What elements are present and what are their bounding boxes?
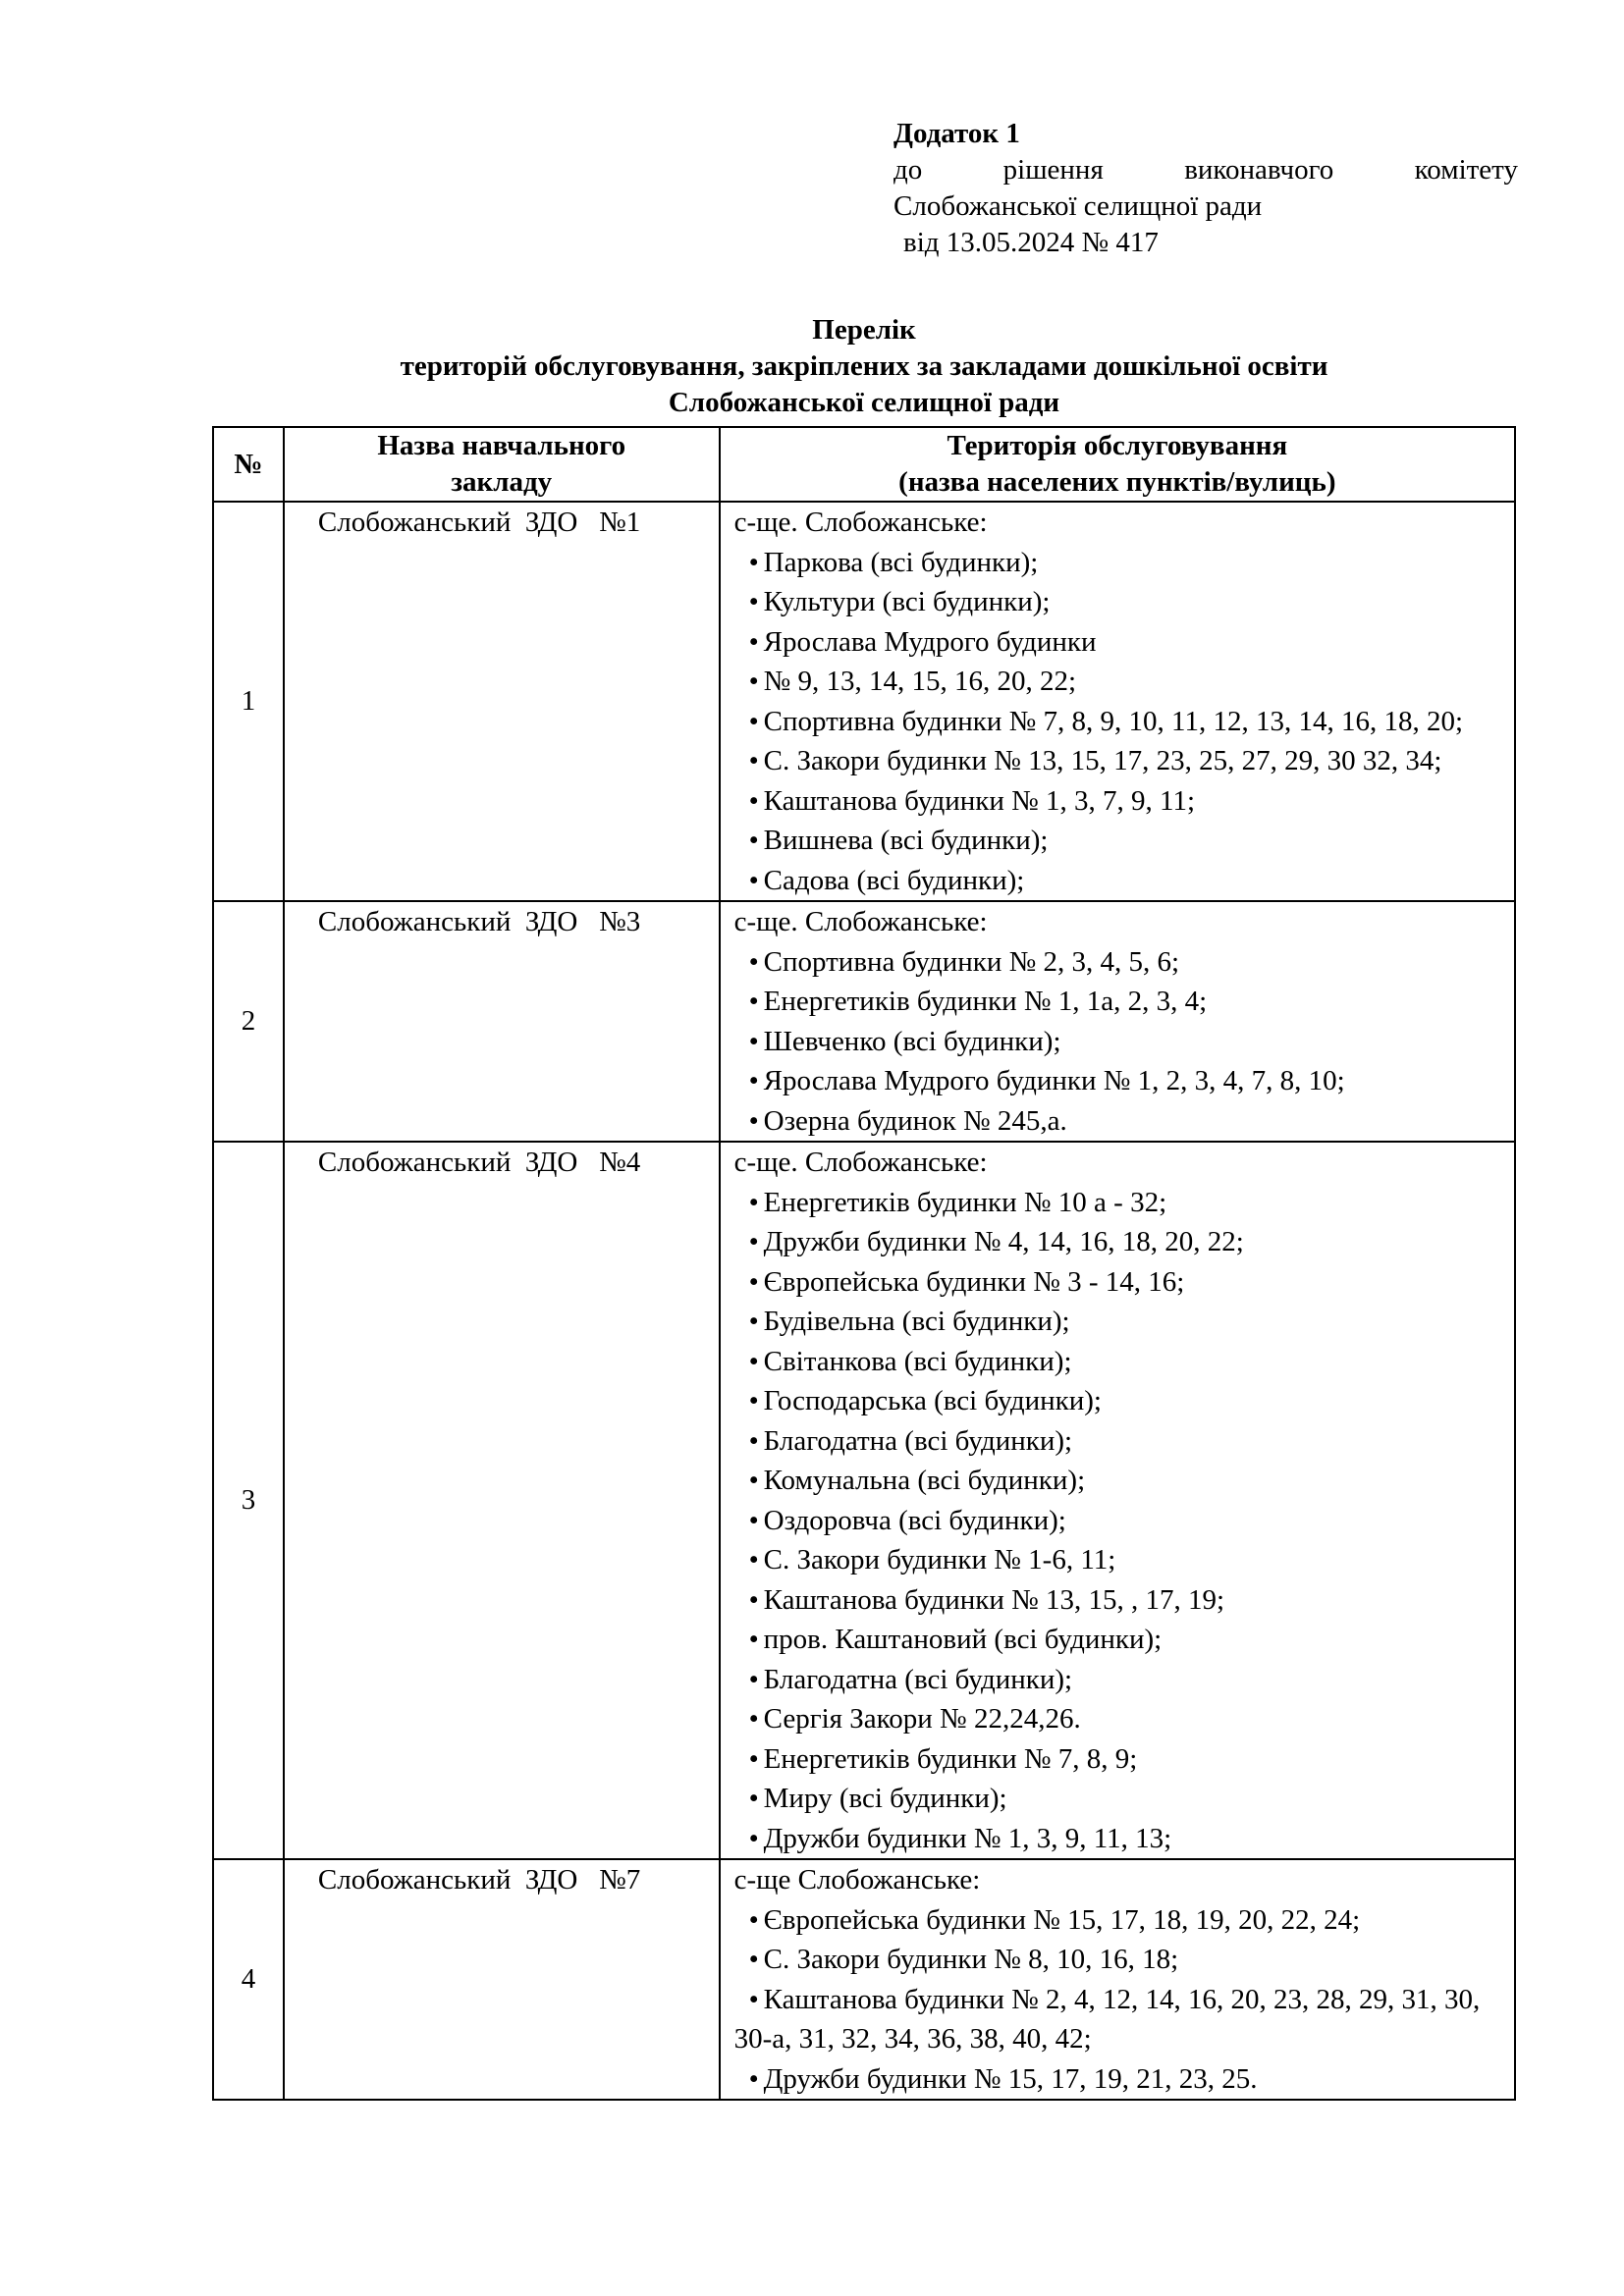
document-title bbox=[0, 312, 1624, 421]
street-text: С. Закори будинки № 13, 15, 17, 23, 25, 27, 29, 30 32, 34; bbox=[763, 745, 1442, 776]
bullet-icon: • bbox=[748, 1983, 759, 2015]
bullet-icon: • bbox=[748, 1465, 759, 1496]
street-text: Будівельна (всі будинки); bbox=[763, 1306, 1070, 1337]
bullet-icon: • bbox=[748, 1583, 759, 1616]
street-text: Каштанова будинки № 2, 4, 12, 14, 16, 20, 23, 28, 29, 31, 30, 30-а, 31, 32, 34, 36, 38, 40, 42; bbox=[733, 1983, 1481, 2055]
street-text: С. Закори будинки № 1-6, 11; bbox=[763, 1544, 1116, 1575]
bullet-icon: • bbox=[748, 1226, 759, 1257]
territory-table bbox=[212, 426, 1516, 2101]
title-line-3: Слобожанської селищної ради bbox=[668, 387, 1060, 418]
street-list bbox=[734, 1900, 1506, 2100]
list-item bbox=[734, 543, 1506, 583]
street-text: Паркова (всі будинки); bbox=[763, 546, 1039, 578]
territory-cell bbox=[720, 1142, 1515, 1859]
territory-cell bbox=[720, 1859, 1515, 2100]
appendix-word: до bbox=[893, 154, 923, 186]
street-text: Світанкова (всі будинки); bbox=[763, 1345, 1072, 1377]
bullet-icon: • bbox=[748, 666, 759, 697]
street-text: Сергія Закори № 22,24,26. bbox=[763, 1703, 1081, 1735]
list-item bbox=[734, 1980, 1506, 2059]
settlement-name: с-ще. Слобожанське: bbox=[733, 906, 988, 937]
list-item bbox=[734, 1660, 1506, 1700]
bullet-icon: • bbox=[748, 1742, 759, 1775]
row-number: 4 bbox=[213, 1859, 284, 2100]
street-text: Енергетиків будинки № 7, 8, 9; bbox=[763, 1742, 1138, 1775]
street-text: Каштанова будинки № 13, 15, , 17, 19; bbox=[763, 1583, 1225, 1616]
bullet-icon: • bbox=[748, 586, 759, 617]
bullet-icon: • bbox=[748, 1025, 759, 1057]
bullet-icon: • bbox=[748, 1104, 759, 1137]
appendix-word: рішення bbox=[1002, 154, 1104, 186]
list-item bbox=[734, 1819, 1506, 1859]
appendix-label: Додаток 1 bbox=[893, 118, 1020, 149]
institution-name: Слобожанський ЗДО №4 bbox=[284, 1142, 720, 1859]
appendix-line-date: від 13.05.2024 № 417 bbox=[903, 227, 1159, 258]
list-item bbox=[734, 1342, 1506, 1382]
list-item bbox=[734, 1900, 1506, 1941]
bullet-icon: • bbox=[748, 864, 759, 896]
institution-name: Слобожанський ЗДО №3 bbox=[284, 901, 720, 1142]
header-territory-line1: Територія обслуговування bbox=[947, 430, 1288, 461]
table-header-row bbox=[213, 427, 1515, 502]
list-item bbox=[734, 982, 1506, 1022]
list-item bbox=[734, 1540, 1506, 1580]
settlement-name: с-ще Слобожанське: bbox=[733, 1864, 981, 1896]
street-text: С. Закори будинки № 8, 10, 16, 18; bbox=[763, 1944, 1179, 1975]
bullet-icon: • bbox=[748, 1186, 759, 1218]
street-text: Енергетиків будинки № 1, 1а, 2, 3, 4; bbox=[763, 986, 1208, 1017]
appendix-word: виконавчого bbox=[1184, 154, 1334, 186]
institution-name: Слобожанський ЗДО №7 bbox=[284, 1859, 720, 2100]
appendix-header bbox=[893, 116, 1518, 261]
row-number: 3 bbox=[213, 1142, 284, 1859]
list-item bbox=[734, 1061, 1506, 1101]
street-text: Каштанова будинки № 1, 3, 7, 9, 11; bbox=[763, 784, 1196, 817]
list-item bbox=[734, 1620, 1506, 1660]
list-item bbox=[734, 662, 1506, 702]
street-text: Комунальна (всі будинки); bbox=[763, 1465, 1086, 1496]
appendix-word: комітету bbox=[1414, 154, 1518, 186]
bullet-icon: • bbox=[748, 1265, 759, 1298]
territory-cell bbox=[720, 901, 1515, 1142]
list-item bbox=[734, 1940, 1506, 1980]
settlement-name: с-ще. Слобожанське: bbox=[733, 507, 988, 538]
bullet-icon: • bbox=[748, 784, 759, 817]
street-text: Господарська (всі будинки); bbox=[763, 1385, 1102, 1416]
street-text: Ярослава Мудрого будинки bbox=[763, 625, 1097, 658]
list-item bbox=[734, 1580, 1506, 1621]
list-item bbox=[734, 1739, 1506, 1780]
list-item bbox=[734, 1381, 1506, 1421]
street-text: Миру (всі будинки); bbox=[763, 1783, 1007, 1814]
list-item bbox=[734, 1302, 1506, 1342]
list-item bbox=[734, 1022, 1506, 1062]
street-text: Оздоровча (всі будинки); bbox=[763, 1504, 1066, 1536]
bullet-icon: • bbox=[748, 625, 759, 658]
bullet-icon: • bbox=[748, 1544, 759, 1575]
appendix-line-decision bbox=[893, 152, 1518, 188]
list-item bbox=[734, 1183, 1506, 1223]
street-text: пров. Каштановий (всі будинки); bbox=[763, 1624, 1163, 1655]
bullet-icon: • bbox=[748, 2062, 759, 2095]
title-line-2: територій обслуговування, закріплених за закладами дошкільної освіти bbox=[400, 350, 1328, 382]
bullet-icon: • bbox=[748, 1822, 759, 1854]
street-text: Шевченко (всі будинки); bbox=[763, 1025, 1061, 1057]
street-text: Благодатна (всі будинки); bbox=[763, 1663, 1073, 1695]
list-item bbox=[734, 741, 1506, 781]
header-territory bbox=[720, 427, 1515, 502]
list-item bbox=[734, 1101, 1506, 1142]
street-text: Садова (всі будинки); bbox=[763, 864, 1025, 896]
title-line-1: Перелік bbox=[812, 314, 916, 346]
list-item bbox=[734, 622, 1506, 663]
header-territory-line2: (назва населених пунктів/вулиць) bbox=[898, 466, 1336, 498]
table-row bbox=[213, 1142, 1515, 1859]
list-item bbox=[734, 1461, 1506, 1501]
bullet-icon: • bbox=[748, 945, 759, 978]
list-item bbox=[734, 1262, 1506, 1303]
bullet-icon: • bbox=[748, 1663, 759, 1695]
institution-name: Слобожанський ЗДО №1 bbox=[284, 502, 720, 901]
bullet-icon: • bbox=[748, 1424, 759, 1457]
settlement-name: с-ще. Слобожанське: bbox=[733, 1147, 988, 1178]
list-item bbox=[734, 942, 1506, 983]
street-list bbox=[734, 1183, 1506, 1859]
list-item bbox=[734, 781, 1506, 822]
bullet-icon: • bbox=[748, 745, 759, 776]
street-text: Енергетиків будинки № 10 а - 32; bbox=[763, 1186, 1167, 1218]
street-text: Спортивна будинки № 7, 8, 9, 10, 11, 12, 13, 14, 16, 18, 20; bbox=[763, 705, 1464, 737]
bullet-icon: • bbox=[748, 1903, 759, 1936]
street-text: Благодатна (всі будинки); bbox=[763, 1424, 1073, 1457]
list-item bbox=[734, 1699, 1506, 1739]
street-list bbox=[734, 543, 1506, 901]
table-row bbox=[213, 1859, 1515, 2100]
bullet-icon: • bbox=[748, 1504, 759, 1536]
list-item bbox=[734, 1222, 1506, 1262]
row-number: 2 bbox=[213, 901, 284, 1142]
bullet-icon: • bbox=[748, 705, 759, 737]
list-item bbox=[734, 582, 1506, 622]
table-body bbox=[213, 502, 1515, 2100]
bullet-icon: • bbox=[748, 1703, 759, 1735]
street-text: Європейська будинки № 3 - 14, 16; bbox=[763, 1265, 1185, 1298]
row-number: 1 bbox=[213, 502, 284, 901]
bullet-icon: • bbox=[748, 1783, 759, 1814]
bullet-icon: • bbox=[748, 1345, 759, 1377]
header-name bbox=[284, 427, 720, 502]
list-item bbox=[734, 821, 1506, 861]
header-name-text: Назва навчального закладу bbox=[377, 430, 626, 498]
bullet-icon: • bbox=[748, 1385, 759, 1416]
header-num: № bbox=[213, 427, 284, 502]
bullet-icon: • bbox=[748, 986, 759, 1017]
table-row bbox=[213, 502, 1515, 901]
bullet-icon: • bbox=[748, 1306, 759, 1337]
street-text: № 9, 13, 14, 15, 16, 20, 22; bbox=[763, 666, 1077, 697]
street-text: Європейська будинки № 15, 17, 18, 19, 20, 22, 24; bbox=[763, 1903, 1361, 1936]
street-text: Вишнева (всі будинки); bbox=[763, 825, 1049, 856]
appendix-line-council: Слобожанської селищної ради bbox=[893, 190, 1263, 222]
list-item bbox=[734, 1779, 1506, 1819]
street-text: Спортивна будинки № 2, 3, 4, 5, 6; bbox=[763, 945, 1180, 978]
street-list bbox=[734, 942, 1506, 1142]
bullet-icon: • bbox=[748, 1944, 759, 1975]
list-item bbox=[734, 861, 1506, 901]
street-text: Дружби будинки № 15, 17, 19, 21, 23, 25. bbox=[763, 2062, 1258, 2095]
list-item bbox=[734, 1501, 1506, 1541]
street-text: Дружби будинки № 4, 14, 16, 18, 20, 22; bbox=[763, 1226, 1244, 1257]
street-text: Озерна будинок № 245,а. bbox=[763, 1104, 1067, 1137]
list-item bbox=[734, 702, 1506, 742]
bullet-icon: • bbox=[748, 1624, 759, 1655]
bullet-icon: • bbox=[748, 1065, 759, 1096]
table-row bbox=[213, 901, 1515, 1142]
street-text: Дружби будинки № 1, 3, 9, 11, 13; bbox=[763, 1822, 1172, 1854]
street-text: Культури (всі будинки); bbox=[763, 586, 1051, 617]
bullet-icon: • bbox=[748, 546, 759, 578]
list-item bbox=[734, 1421, 1506, 1462]
list-item bbox=[734, 2059, 1506, 2100]
street-text: Ярослава Мудрого будинки № 1, 2, 3, 4, 7, 8, 10; bbox=[763, 1065, 1345, 1096]
bullet-icon: • bbox=[748, 825, 759, 856]
territory-cell bbox=[720, 502, 1515, 901]
